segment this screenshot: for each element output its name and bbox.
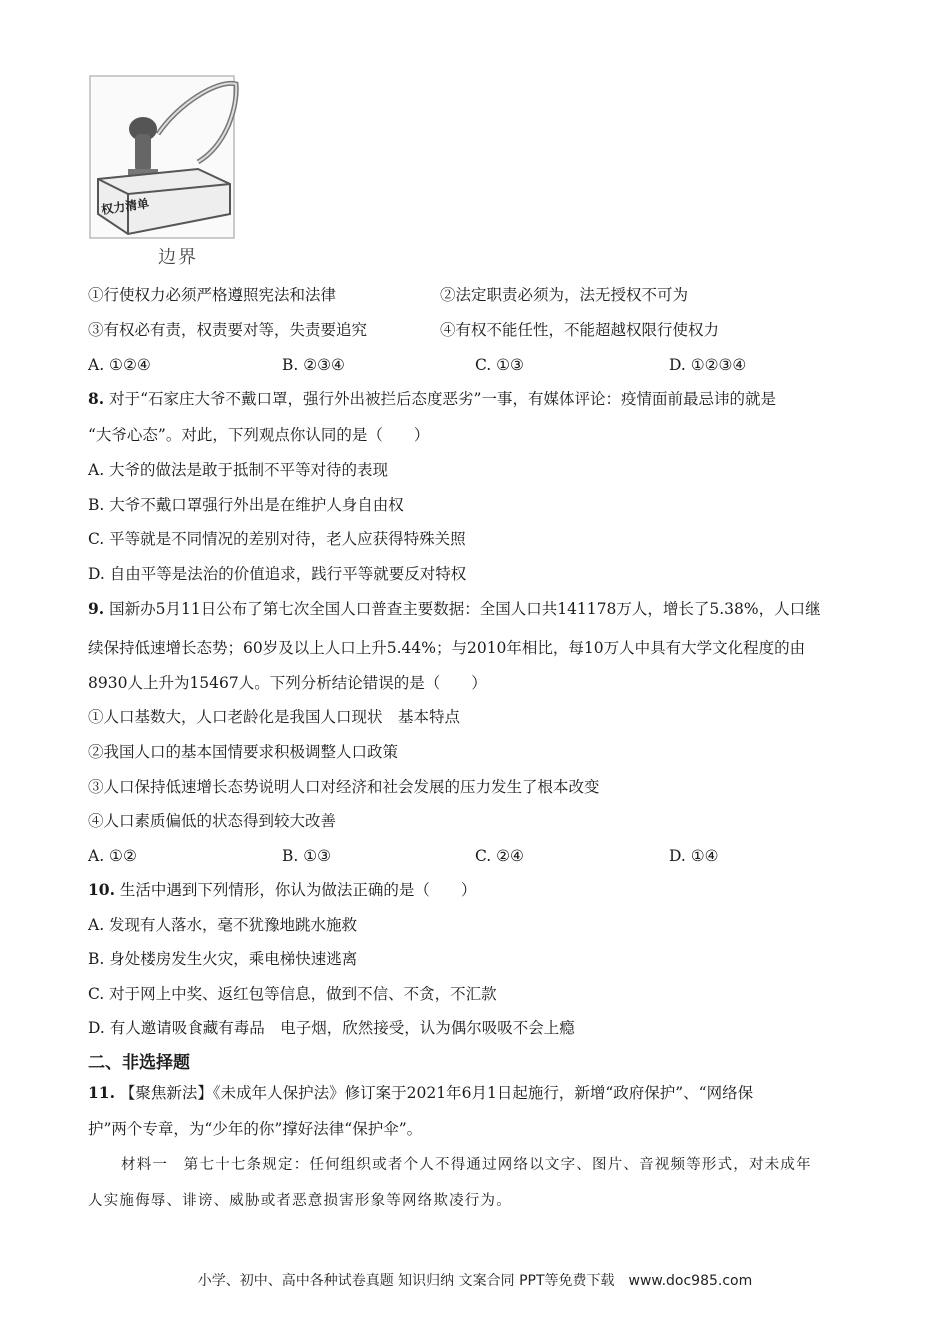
q9-statement-3: ③人口保持低速增长态势说明人口对经济和社会发展的压力发生了根本改变 <box>88 778 600 796</box>
q9-stem-text-1: 国新办5月11日公布了第七次全国人口普查主要数据：全国人口共141178万人，增长了5.38%，人口继 <box>109 600 821 618</box>
q9-stem-line-3: 8930人上升为15467人。下列分析结论错误的是（ ） <box>88 674 487 692</box>
q10-option-c[interactable]: C. 对于网上中奖、返红包等信息，做到不信、不贪，不汇款 <box>88 985 497 1003</box>
q11-material-line-2: 人实施侮辱、诽谤、威胁或者恶意损害形象等网络欺凌行为。 <box>88 1193 512 1209</box>
q11-number: 11. <box>88 1083 115 1102</box>
q7-option-a[interactable]: A. ①②④ <box>88 356 151 374</box>
q9-number: 9. <box>88 599 105 618</box>
q8-number: 8. <box>88 389 105 408</box>
q7-option-d[interactable]: D. ①②③④ <box>669 356 747 374</box>
q9-option-d[interactable]: D. ①④ <box>669 847 719 865</box>
section-title: 二、非选择题 <box>88 1053 190 1073</box>
q11-material-line-1: 材料一 第七十七条规定：任何组织或者个人不得通过网络以文字、图片、音视频等形式，对未成年 <box>121 1157 812 1173</box>
figure-caption: 边界 <box>158 247 198 268</box>
q8-stem-line-1 <box>88 388 776 410</box>
q9-option-a[interactable]: A. ①② <box>88 847 137 865</box>
q7-statement-1: ①行使权力必须严格遵照宪法和法律 <box>88 286 337 304</box>
q8-option-d[interactable]: D. 自由平等是法治的价值追求，践行平等就要反对特权 <box>88 565 467 583</box>
q10-option-b[interactable]: B. 身处楼房发生火灾，乘电梯快速逃离 <box>88 950 358 968</box>
q11-stem-line-1 <box>88 1082 753 1104</box>
stamp-drawing <box>88 74 240 249</box>
q7-option-b[interactable]: B. ②③④ <box>282 356 345 374</box>
q7-statement-4: ④有权不能任性，不能超越权限行使权力 <box>440 321 720 339</box>
stamp-label: 权力清单 <box>100 196 150 217</box>
q7-statement-2: ②法定职责必须为，法无授权不可为 <box>440 286 689 304</box>
q11-stem-line-2: 护”两个专章，为“少年的你”撑好法律“保护伞”。 <box>88 1120 423 1138</box>
q7-statement-3: ③有权必有责，权责要对等，失责要追究 <box>88 321 368 339</box>
q10-stem <box>88 879 476 901</box>
q9-option-b[interactable]: B. ①③ <box>282 847 332 865</box>
q8-stem-text-1: 对于“石家庄大爷不戴口罩，强行外出被拦后态度恶劣”一事，有媒体评论：疫情面前最忌讳的就是 <box>109 390 776 408</box>
q10-number: 10. <box>88 880 115 899</box>
q10-option-a[interactable]: A. 发现有人落水，毫不犹豫地跳水施救 <box>88 916 358 934</box>
q8-option-b[interactable]: B. 大爷不戴口罩强行外出是在维护人身自由权 <box>88 496 404 514</box>
q10-stem-text: 生活中遇到下列情形，你认为做法正确的是（ ） <box>119 881 477 899</box>
footer-banner: 小学、初中、高中各种试卷真题 知识归纳 文案合同 PPT等免费下载 www.doc985.com <box>197 1273 753 1289</box>
q8-stem-line-2: “大爷心态”。对此，下列观点你认同的是（ ） <box>88 426 430 444</box>
q11-stem-text-1: 【聚焦新法】《未成年人保护法》修订案于2021年6月1日起施行，新增“政府保护”、“网络保 <box>119 1084 754 1102</box>
q8-option-c[interactable]: C. 平等就是不同情况的差别对待，老人应获得特殊关照 <box>88 530 466 548</box>
q9-stem-line-2: 续保持低速增长态势；60岁及以上人口上升5.44%；与2010年相比，每10万人中具有大学文化程度的由 <box>88 639 806 657</box>
q7-option-c[interactable]: C. ①③ <box>475 356 524 374</box>
q9-statement-1: ①人口基数大，人口老龄化是我国人口现状 基本特点 <box>88 708 461 726</box>
q9-stem-line-1 <box>88 598 821 620</box>
q9-option-c[interactable]: C. ②④ <box>475 847 524 865</box>
q9-statement-4: ④人口素质偏低的状态得到较大改善 <box>88 812 337 830</box>
q9-statement-2: ②我国人口的基本国情要求积极调整人口政策 <box>88 743 399 761</box>
q10-option-d[interactable]: D. 有人邀请吸食藏有毒品 电子烟，欣然接受，认为偶尔吸吸不会上瘾 <box>88 1019 575 1037</box>
q8-option-a[interactable]: A. 大爷的做法是敢于抵制不平等对待的表现 <box>88 461 389 479</box>
